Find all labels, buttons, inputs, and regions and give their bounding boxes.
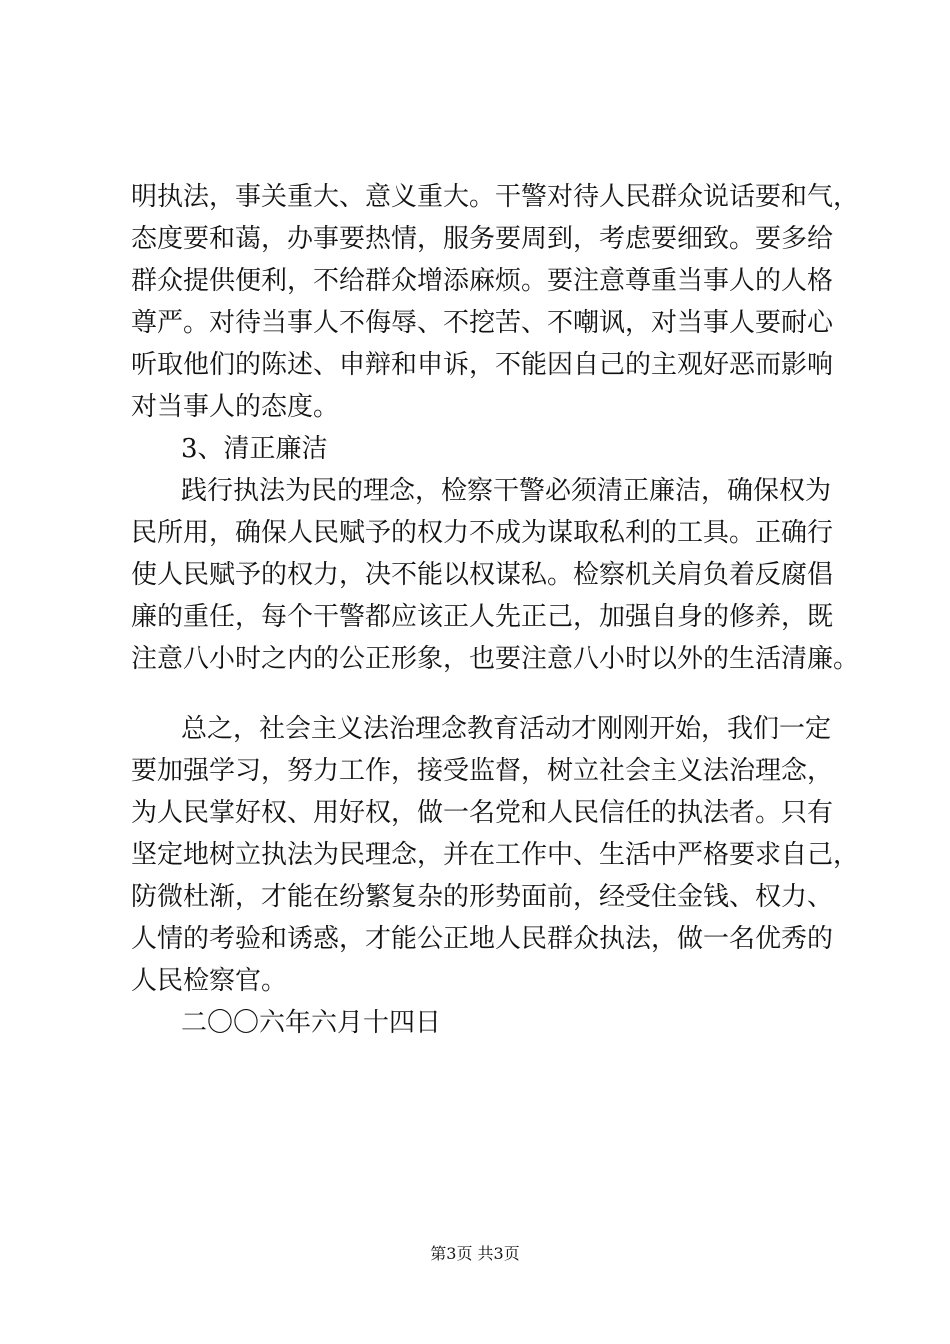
body-text-line: 防微杜渐，才能在纷繁复杂的形势面前，经受住金钱、权力、 — [131, 882, 834, 912]
body-text-line: 使人民赋予的权力，决不能以权谋私。检察机关肩负着反腐倡 — [131, 560, 834, 590]
body-text-line: 要加强学习，努力工作，接受监督，树立社会主义法治理念， — [131, 756, 834, 786]
body-text-line: 人情的考验和诱惑，才能公正地人民群众执法，做一名优秀的 — [131, 924, 834, 954]
body-text-line: 人民检察官。 — [131, 966, 288, 996]
body-text-line: 明执法，事关重大、意义重大。干警对待人民群众说话要和气， — [131, 182, 860, 212]
body-text-line: 群众提供便利，不给群众增添麻烦。要注意尊重当事人的人格 — [131, 266, 834, 296]
body-text-line: 听取他们的陈述、申辩和申诉，不能因自己的主观好恶而影响 — [131, 350, 834, 380]
body-text-line: 对当事人的态度。 — [131, 392, 340, 422]
body-text-line: 坚定地树立执法为民理念，并在工作中、生活中严格要求自己， — [131, 840, 860, 870]
body-text-line: 态度要和蔼，办事要热情，服务要周到，考虑要细致。要多给 — [131, 224, 834, 254]
body-text-line: 注意八小时之内的公正形象，也要注意八小时以外的生活清廉。 — [131, 644, 860, 674]
body-text-line: 总之，社会主义法治理念教育活动才刚刚开始，我们一定 — [181, 714, 832, 744]
section-heading: 3、清正廉洁 — [181, 434, 328, 464]
body-text-line: 廉的重任，每个干警都应该正人先正己，加强自身的修养，既 — [131, 602, 834, 632]
document-date: 二〇〇六年六月十四日 — [181, 1008, 442, 1038]
body-text-line: 尊严。对待当事人不侮辱、不挖苦、不嘲讽，对当事人要耐心 — [131, 308, 834, 338]
page-number-footer: 第3页 共3页 — [430, 1244, 520, 1263]
body-text-line: 民所用，确保人民赋予的权力不成为谋取私利的工具。正确行 — [131, 518, 834, 548]
body-text-line: 为人民掌好权、用好权，做一名党和人民信任的执法者。只有 — [131, 798, 834, 828]
body-text-line: 践行执法为民的理念，检察干警必须清正廉洁，确保权为 — [181, 476, 832, 506]
